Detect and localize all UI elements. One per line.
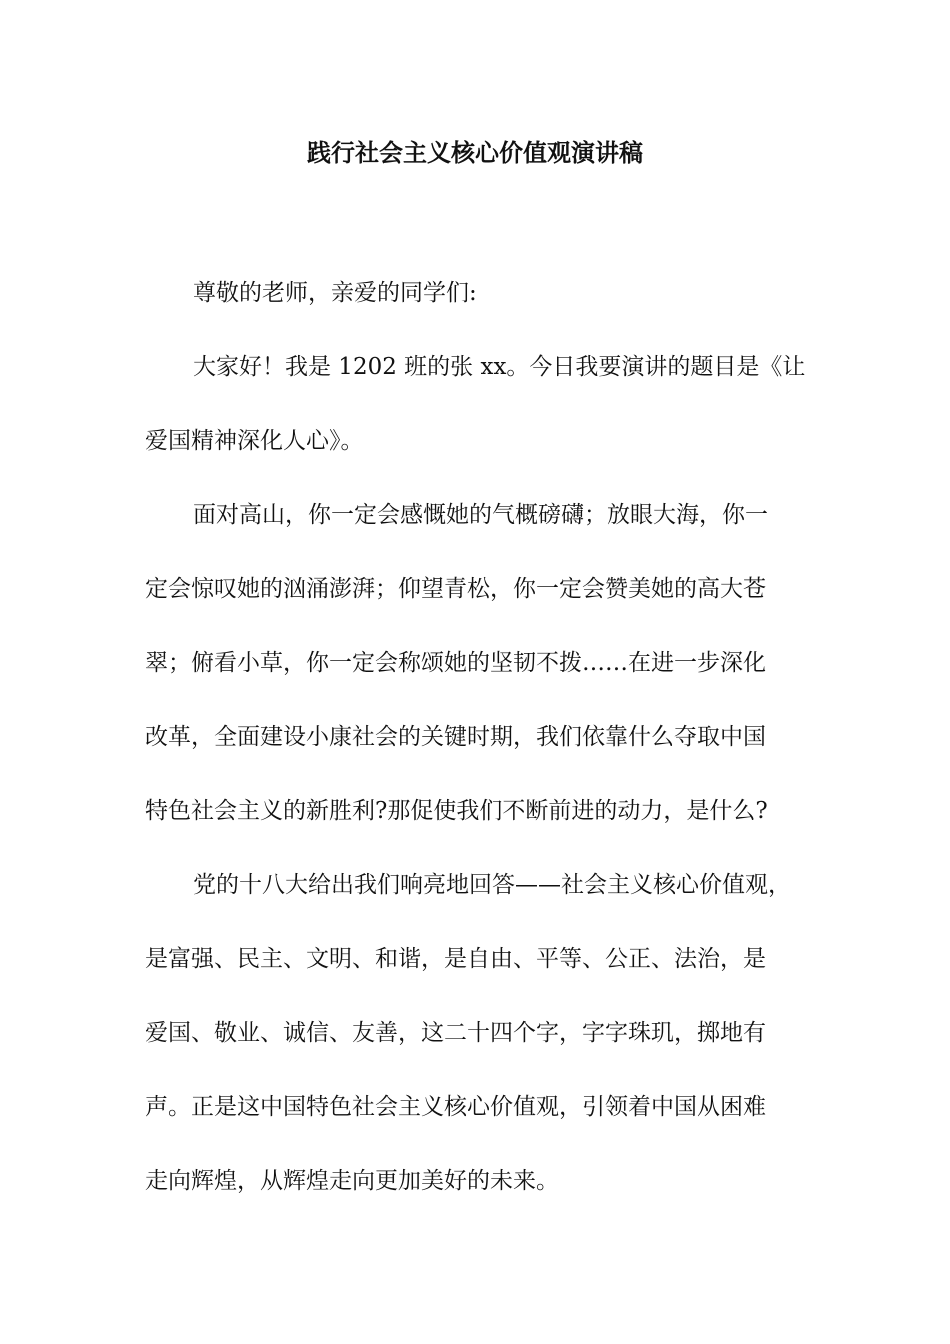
paragraph-line: 爱国精神深化人心》。 [145,428,364,454]
paragraph-line: 声。正是这中国特色社会主义核心价值观，引领着中国从困难 [145,1094,766,1120]
paragraph-line: 走向辉煌，从辉煌走向更加美好的未来。 [145,1168,559,1194]
paragraph-line: 大家好！我是 1202 班的张 xx。今日我要演讲的题目是《让 [193,354,806,380]
paragraph-line: 爱国、敬业、诚信、友善，这二十四个字，字字珠玑，掷地有 [145,1020,766,1046]
paragraph-line: 特色社会主义的新胜利?那促使我们不断前进的动力，是什么? [145,798,768,824]
paragraph-line: 改革，全面建设小康社会的关键时期，我们依靠什么夺取中国 [145,724,766,750]
paragraph-line: 是富强、民主、文明、和谐，是自由、平等、公正、法治，是 [145,946,766,972]
document-body [145,256,825,1218]
salutation-line: 尊敬的老师，亲爱的同学们: [193,280,477,306]
paragraph-line: 翠；俯看小草，你一定会称颂她的坚韧不拨……在进一步深化 [145,650,766,676]
document-title: 践行社会主义核心价值观演讲稿 [307,138,643,167]
paragraph-line: 面对高山，你一定会感慨她的气概磅礴；放眼大海，你一 [193,502,768,528]
paragraph-line: 定会惊叹她的汹涌澎湃；仰望青松，你一定会赞美她的高大苍 [145,576,766,602]
paragraph-line: 党的十八大给出我们响亮地回答——社会主义核心价值观， [193,872,791,898]
